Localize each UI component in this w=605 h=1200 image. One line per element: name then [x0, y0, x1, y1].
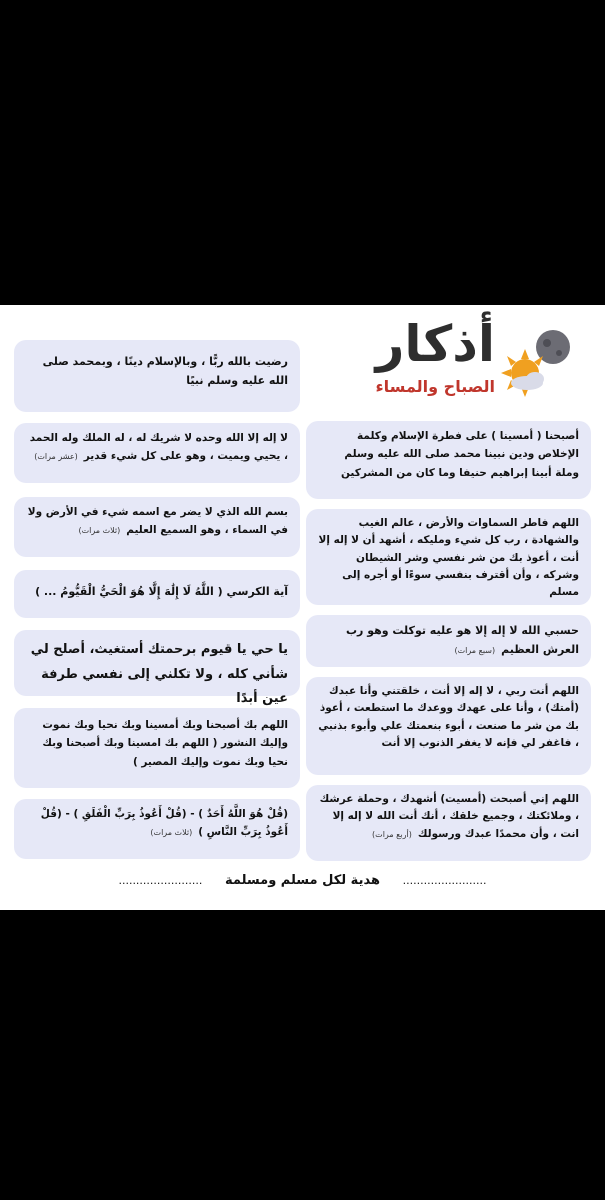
- dhikr-card: [306, 421, 591, 499]
- dhikr-text: اللهم فاطر السماوات والأرض ، عالم الغيب والشهادة ، رب كل شيء ومليكه ، أشهد أن لا إله إلا أنت ، أعوذ بك من شر نفسي وشر الشيطان وشركه ، وأن أقترف بنفسي سوءًا أو أجره إلى مسلم: [318, 517, 579, 599]
- dhikr-card: [14, 799, 300, 859]
- dhikr-card: [14, 630, 300, 707]
- repeat-note: (ثلاث مرات): [150, 828, 193, 838]
- dhikr-text: اللهم إني أصبحت (أمسيت) أشهدك ، وحملة عرشك ، وملائكتك ، وجميع خلقك ، أنك أنت الله لا إله إلا انت ، وأن محمدًا عبدك ورسولك: [319, 793, 579, 840]
- logo-title: أذكار: [375, 315, 495, 373]
- footer-dots-left: ........................: [118, 874, 203, 887]
- dhikr-text: لا إله إلا الله وحده لا شريك له ، له الملك وله الحمد ، يحيي ويميت ، وهو على كل شيء قدير: [29, 432, 288, 463]
- dhikr-sheet: [0, 305, 605, 910]
- repeat-note: (سبع مرات): [454, 646, 496, 656]
- dhikr-text: رضيت بالله ربًّا ، وبالإسلام دينًا ، وبمحمد صلى الله عليه وسلم نبيًا: [42, 355, 288, 388]
- dhikr-card: [306, 615, 591, 667]
- dhikr-text: أصبحنا ( أمسينا ) على فطرة الإسلام وكلمة الإخلاص ودين نبينا محمد صلى الله عليه وسلم وملة أبينا إبراهيم حنيفا وما كان من المشركين: [340, 430, 579, 479]
- dhikr-text: آية الكرسي ( اللَّهُ لَا إِلَٰهَ إِلَّا هُوَ الْحَيُّ الْقَيُّومُ ... ): [35, 585, 288, 598]
- dhikr-card: [14, 570, 300, 618]
- dhikr-card: [306, 785, 591, 861]
- repeat-note: (أربع مرات): [372, 829, 412, 839]
- dhikr-text: (قُلْ هُوَ اللَّهُ أَحَدٌ ) - (قُلْ أَعُوذُ بِرَبِّ الْفَلَقِ ) - (قُلْ أَعُوذُ بِرَبِّ النَّاسِ ): [40, 808, 288, 839]
- dhikr-text: اللهم بك أصبحنا وبك أمسينا وبك نحيا وبك نموت وإليك النشور ( اللهم بك امسينا وبك أصبحنا وبك نحيا وبك نموت وإليك المصير ): [42, 719, 288, 768]
- dhikr-card: [306, 509, 591, 605]
- repeat-note: (عشر مرات): [34, 452, 78, 462]
- dhikr-card: [14, 423, 300, 483]
- dhikr-text: بسم الله الذي لا يضر مع اسمه شيء في الأرض ولا في السماء ، وهو السميع العليم: [27, 506, 288, 537]
- footer: [0, 873, 605, 888]
- dhikr-card: [306, 677, 591, 775]
- dhikr-text: اللهم أنت ربي ، لا إله إلا أنت ، خلقتني وأنا عبدك (أمتك) ، وأنا على عهدك ووعدك ما استطعت ، أعوذ بك من شر ما صنعت ، أبوء بنعمتك علي وأبوء بذنبي ، فاغفر لي فإنه لا يغفر الذنوب إلا أنت: [318, 685, 579, 749]
- logo-subtitle: الصباح والمساء: [375, 377, 495, 396]
- dhikr-card: [14, 340, 300, 412]
- footer-dots-right: ........................: [402, 874, 487, 887]
- dhikr-card: [14, 497, 300, 557]
- logo: [335, 315, 580, 415]
- repeat-note: (ثلاث مرات): [78, 526, 121, 536]
- dhikr-card: [14, 708, 300, 788]
- footer-text: هدية لكل مسلم ومسلمة: [225, 873, 380, 888]
- dhikr-text: يا حي يا قيوم برحمتك أستغيث، أصلح لي شأني كله ، ولا تكلني إلى نفسي طرفة عين أبدًا: [30, 642, 288, 707]
- dhikr-text: حسبي الله لا إله إلا هو عليه توكلت وهو رب العرش العظيم: [346, 624, 579, 657]
